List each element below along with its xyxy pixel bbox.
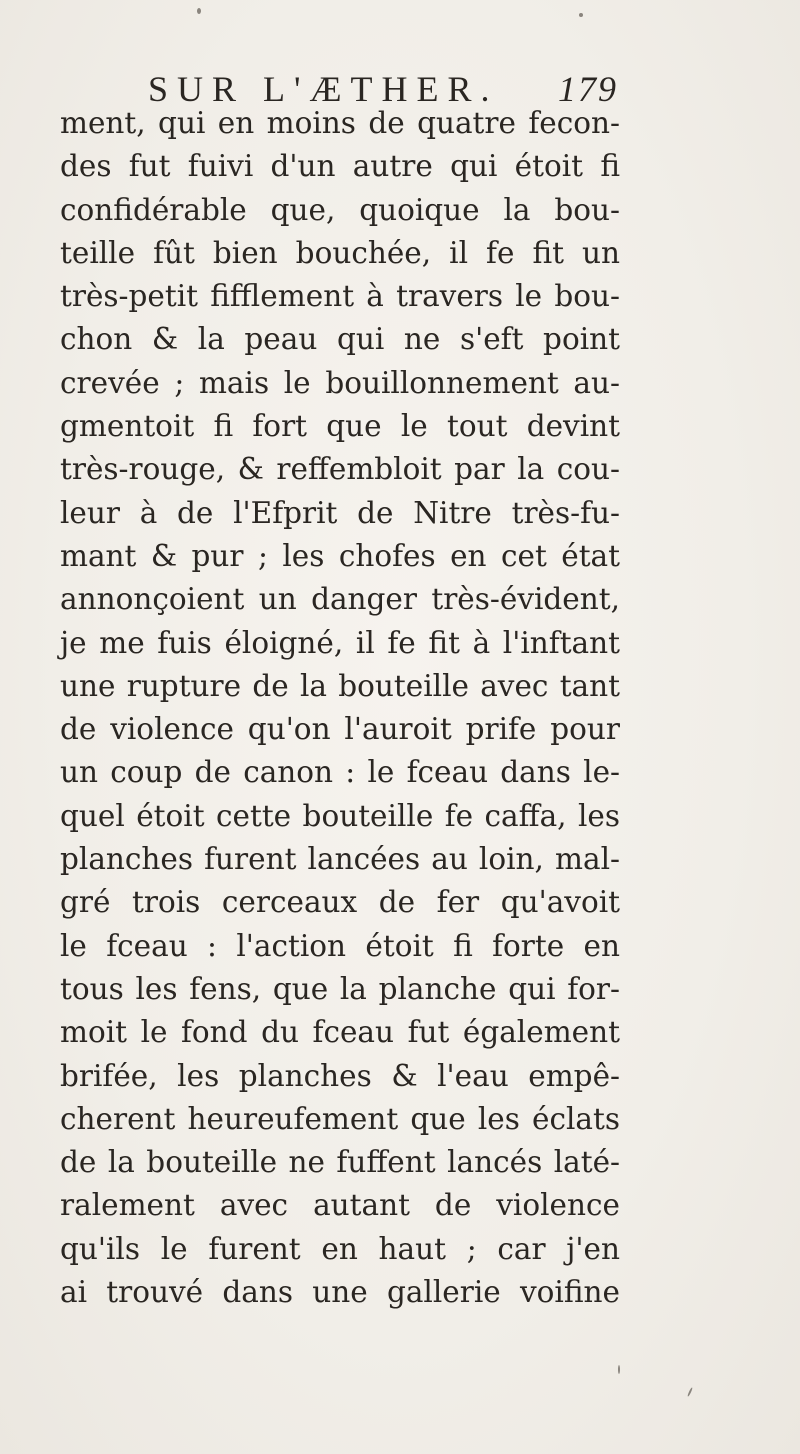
text-line: moit le fond du fceau fut également — [60, 1015, 620, 1050]
text-line: de violence qu'on l'auroit prife pour — [60, 712, 620, 747]
text-line: très-rouge, & reffembloit par la cou- — [60, 452, 620, 487]
text-line: annonçoient un danger très-évident, — [60, 582, 620, 617]
text-line: tous les fens, que la planche qui for- — [60, 971, 620, 1006]
text-line: crevée ; mais le bouillonnement au- — [60, 365, 620, 400]
text-line: chon & la peau qui ne s'eft point — [60, 322, 620, 357]
text-line: quel étoit cette bouteille fe caffa, les — [60, 798, 620, 833]
text-line: des fut fuivi d'un autre qui étoit fi — [60, 149, 620, 184]
text-line: gmentoit fi fort que le tout devint — [60, 409, 620, 444]
text-line: planches furent lancées au loin, mal- — [60, 842, 620, 877]
paper-speck — [687, 1387, 693, 1397]
text-line: leur à de l'Efprit de Nitre très-fu- — [60, 495, 620, 530]
text-line: un coup de canon : le fceau dans le- — [60, 755, 620, 790]
text-line: ment, qui en moins de quatre fecon- — [60, 106, 620, 140]
text-line: très-petit fifflement à travers le bou- — [60, 279, 620, 314]
text-line: mant & pur ; les chofes en cet état — [60, 538, 620, 573]
text-line: confidérable que, quoique la bou- — [60, 192, 620, 227]
text-line: gré trois cerceaux de fer qu'avoit — [60, 885, 620, 920]
text-line: ai trouvé dans une gallerie voifine — [60, 1275, 620, 1310]
text-line: teille fût bien bouchée, il fe fit un — [60, 235, 620, 270]
text-line: qu'ils le furent en haut ; car j'en — [60, 1231, 620, 1266]
body-text — [60, 102, 620, 1314]
paper-speck — [579, 13, 583, 17]
text-line: de la bouteille ne fuffent lancés laté- — [60, 1145, 620, 1180]
text-line: je me fuis éloigné, il fe fit à l'inftant — [60, 625, 620, 660]
text-line: ralement avec autant de violence — [60, 1188, 620, 1223]
text-line: le fceau : l'action étoit fi forte en — [60, 928, 620, 963]
paper-speck — [197, 8, 201, 14]
page-number: 179 — [558, 69, 618, 109]
text-line: cherent heureufement que les éclats — [60, 1101, 620, 1136]
text-line: une rupture de la bouteille avec tant — [60, 668, 620, 703]
text-line: brifée, les planches & l'eau empê- — [60, 1058, 620, 1093]
paper-speck — [618, 1365, 620, 1374]
running-head-title: SUR L'ÆTHER. — [148, 69, 499, 109]
